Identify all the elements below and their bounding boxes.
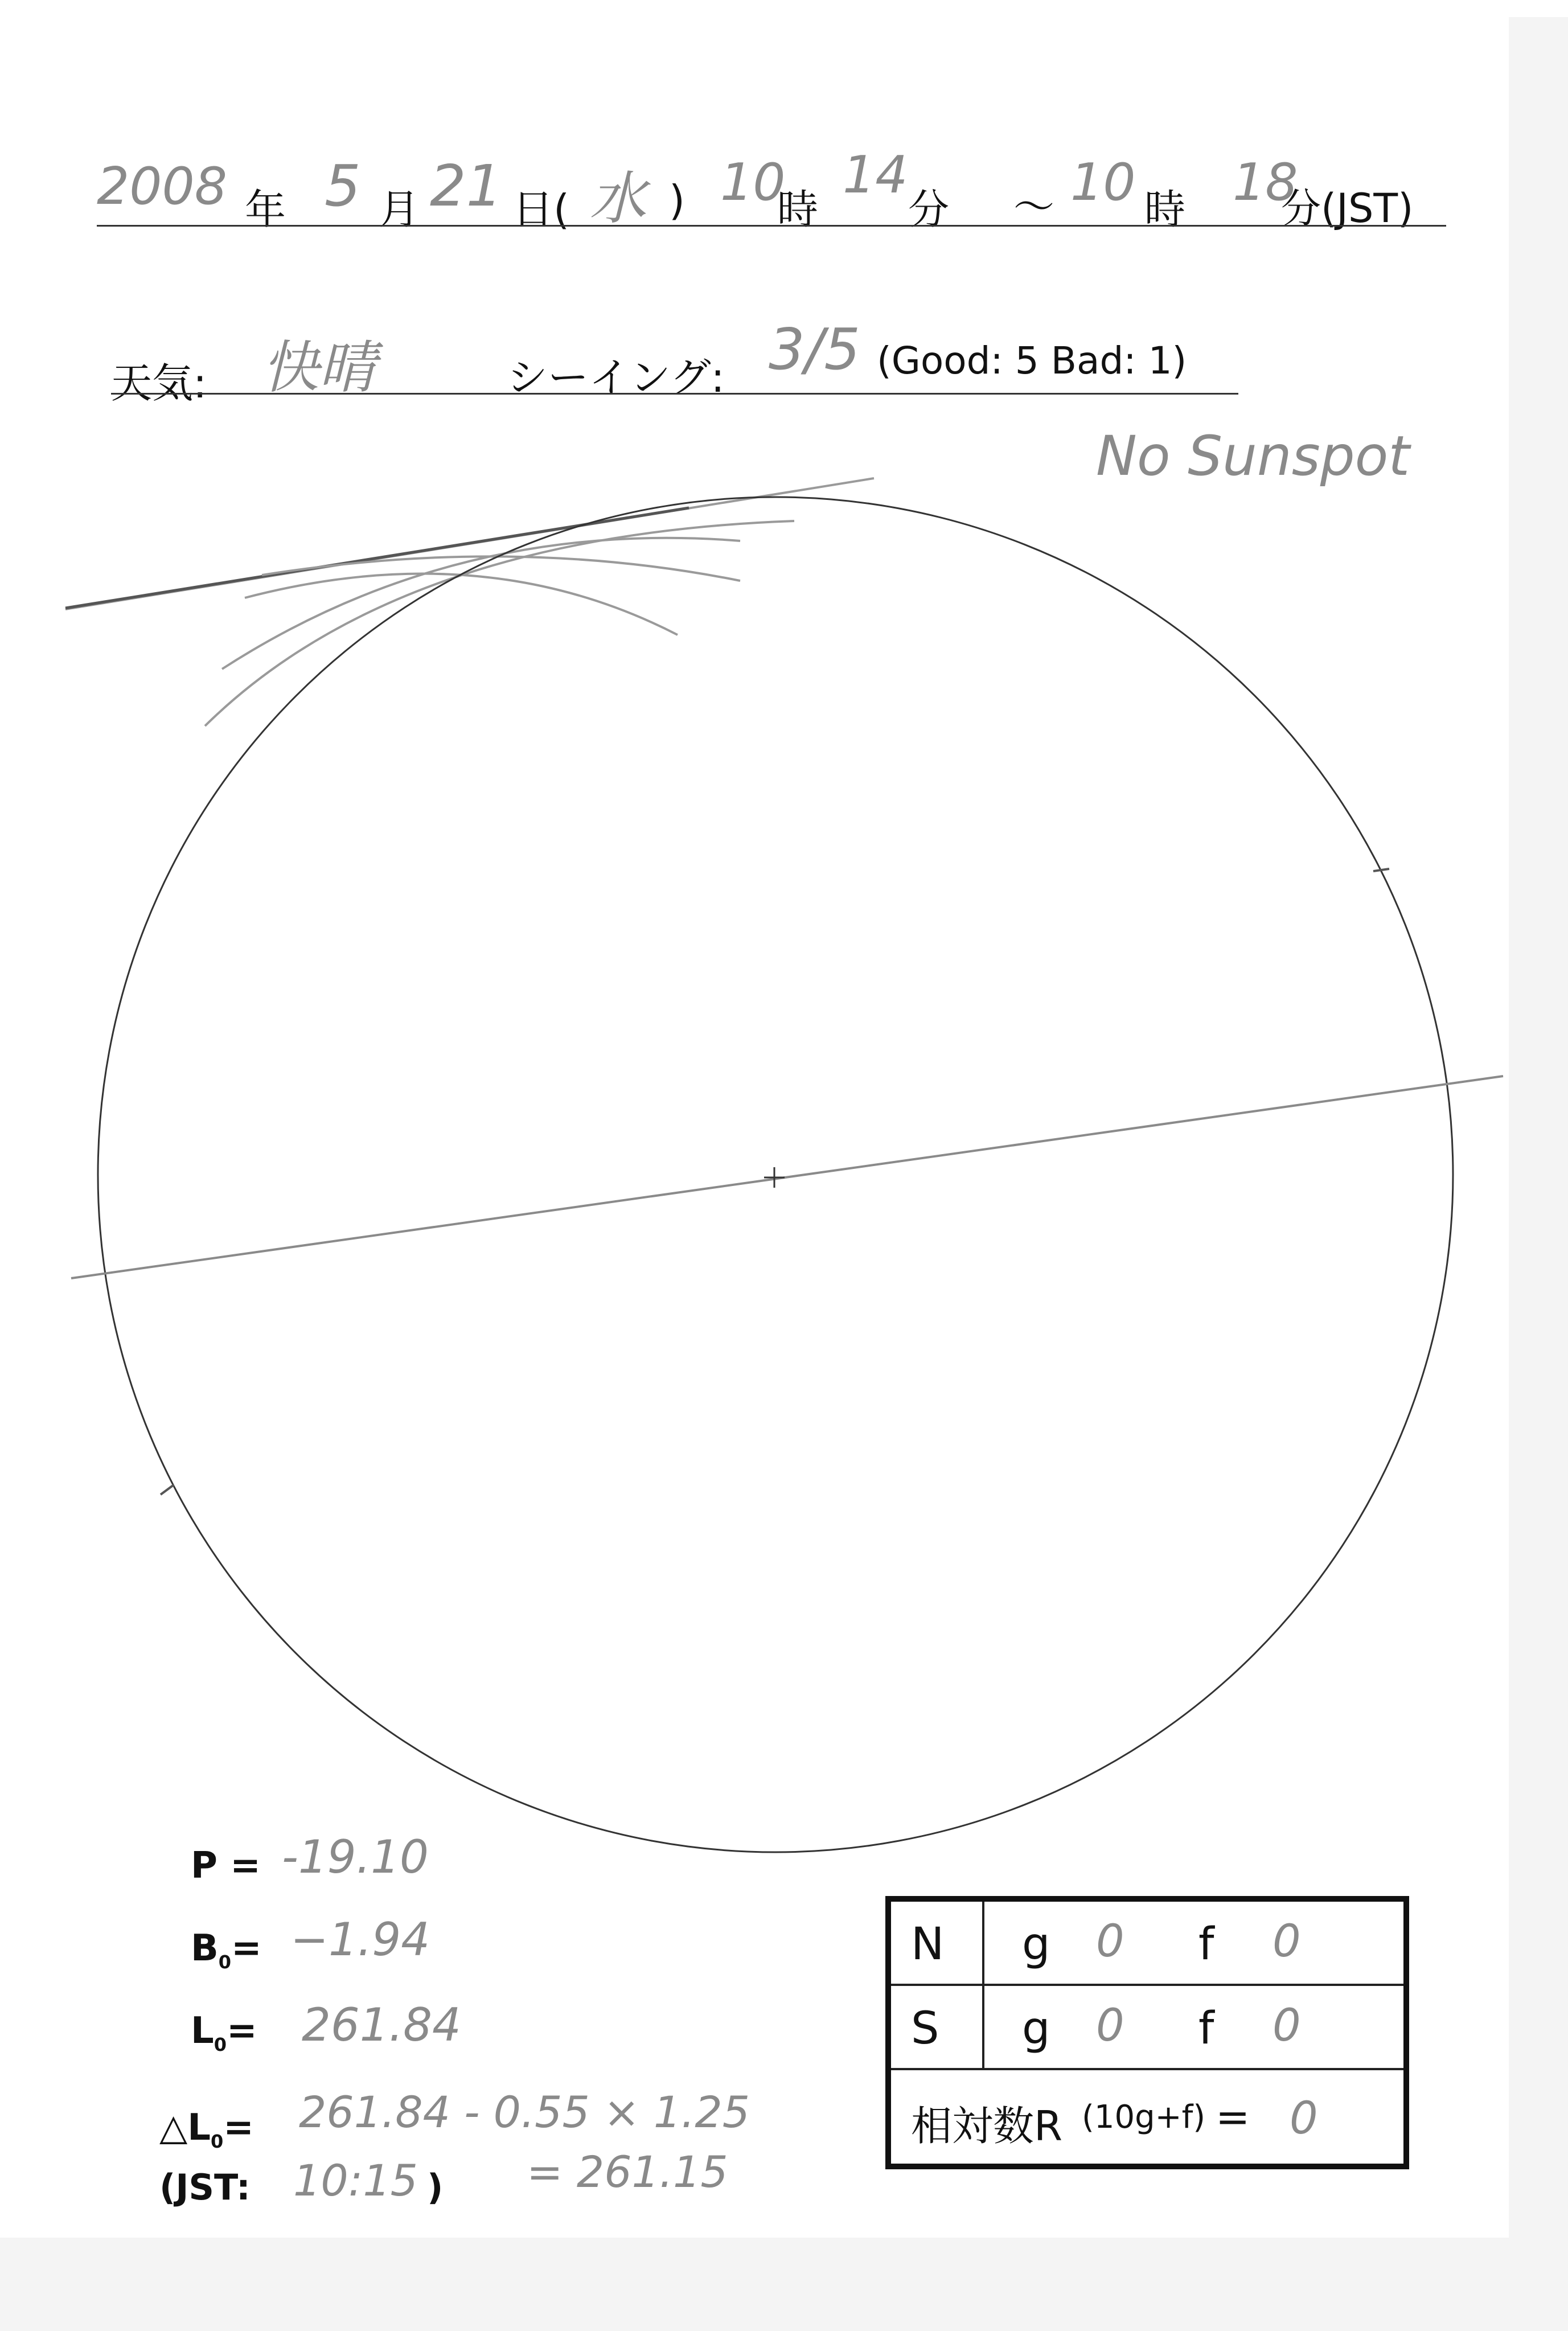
weekday-value: 水 [589,165,646,232]
year-value: 2008 [97,157,228,216]
jst-value: 10:15 [293,2155,418,2206]
day-value: 21 [430,153,503,219]
tilde: 〜 [1013,183,1055,231]
delta-l0-label: $\triangle L_0=$ [159,2107,254,2152]
weather-label: 天気: [111,359,207,407]
north-g-label: g [1022,1919,1050,1970]
relative-number-row [891,2070,1403,2164]
seeing-scale: (Good: 5 Bad: 1) [877,339,1187,383]
relative-eq: = [1216,2093,1250,2141]
delta-l0-result: = 261.15 [527,2147,728,2197]
south-f-label: f [1198,2003,1214,2054]
south-g-label: g [1022,2003,1050,2054]
start-hour-value: 10 [720,153,786,212]
jst-close: ) [427,2166,444,2208]
start-min-value: 14 [843,145,908,205]
solar-disk-outline [98,497,1453,1852]
sunspot-count-table [885,1896,1409,2169]
north-label: N [911,1919,945,1970]
limb-tick-east [1373,869,1389,871]
relative-formula: (10g+f) [1082,2099,1206,2136]
south-label: S [911,2003,939,2054]
north-f-label: f [1198,1919,1214,1970]
relative-label: 相対数R [911,2102,1063,2150]
b0-label: $B_0=$ [191,1927,262,1973]
p-value: -19.10 [282,1831,429,1883]
l0-label: $L_0=$ [191,2010,257,2055]
delta-l0-subscript: 0 [211,2130,224,2152]
north-row [891,1902,1403,1986]
min-label: 分 [908,186,950,233]
pencil-sketch-lines [65,478,874,726]
hour-label: 時 [777,186,819,233]
south-g-value: 0 [1096,2000,1124,2051]
end-hour-label: 時 [1144,186,1186,233]
jst-label: (JST: [159,2166,251,2208]
end-hour-value: 10 [1070,153,1136,212]
p-label: P = [191,1845,261,1887]
center-mark [764,1167,785,1188]
sunspot-note: No Sunspot [1096,424,1410,488]
l0-subscript: 0 [214,2033,227,2055]
month-value: 5 [325,153,361,219]
b0-value: −1.94 [290,1913,430,1966]
north-g-value: 0 [1096,1916,1124,1967]
scan-edge-bottom [0,2238,1568,2331]
north-f-value: 0 [1273,1916,1301,1967]
limb-tick-west [161,1485,174,1495]
month-label: 月 [379,186,420,233]
relative-value: 0 [1290,2093,1318,2144]
day-label: 日( [512,186,570,233]
weather-value: 快晴 [262,334,376,401]
seeing-label: シーイング: [507,354,725,401]
seeing-value: 3/5 [769,316,860,383]
weekday-close: ) [669,177,686,224]
south-row [891,1986,1403,2070]
equator-line [71,1076,1503,1278]
b0-subscript: 0 [218,1951,232,1973]
year-label: 年 [245,186,286,233]
south-f-value: 0 [1273,2000,1301,2051]
end-min-value: 18 [1233,153,1298,212]
delta-l0-calc: 261.84 - 0.55 × 1.25 [299,2087,750,2137]
end-min-label: 分(JST) [1281,185,1414,232]
l0-value: 261.84 [302,1998,461,2051]
